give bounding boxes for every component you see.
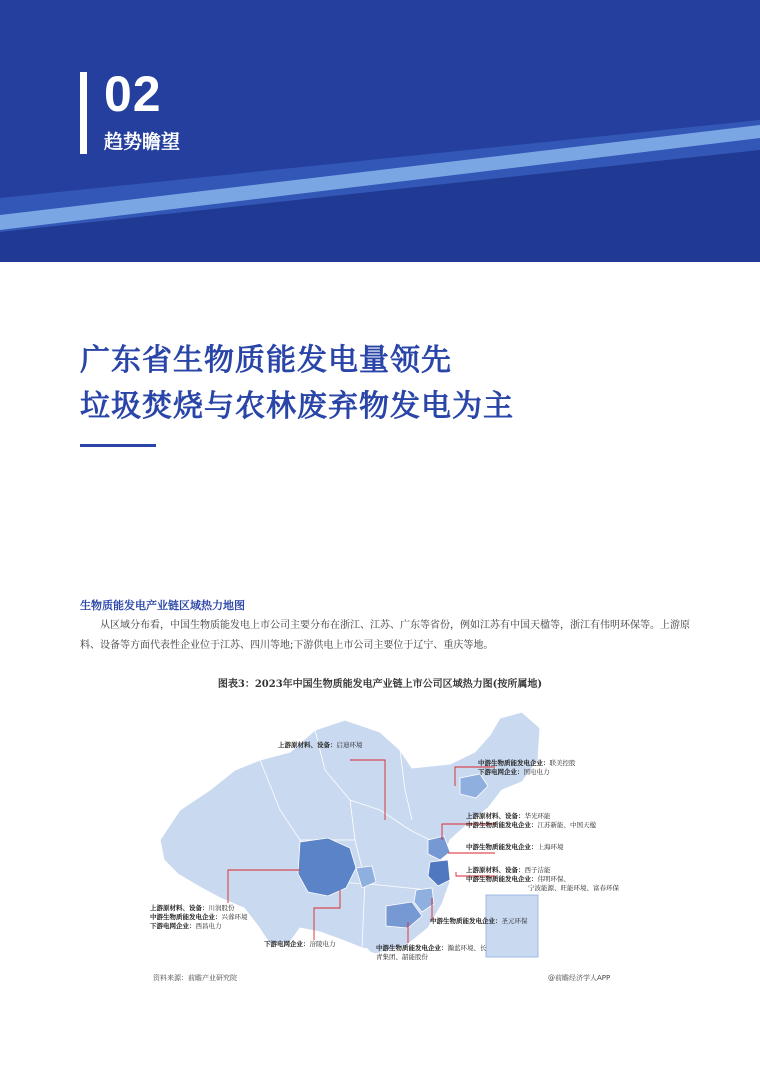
annotation-upstream-top: 上游原材料、设备：启迪环境 (278, 741, 363, 749)
china-heat-map (150, 690, 620, 975)
map-graphic (150, 690, 620, 975)
figure-source: 资料来源：前瞻产业研究院 (153, 974, 237, 982)
page-headline (80, 338, 700, 430)
annotation-jiangsu: 上游原材料、设备：华光环能 中游生物质能发电企业：江苏新能、中国天楹 (466, 812, 596, 829)
headline-divider (80, 444, 156, 447)
annotation-fujian: 中游生物质能发电企业：圣元环保 (430, 917, 528, 925)
annotation-sichuan: 上游原材料、设备：川润股份 中游生物质能发电企业：兴蓉环境 下游电网企业：西昌电力 (150, 904, 248, 930)
headline-line-2: 垃圾焚烧与农林废弃物发电为主 (80, 389, 514, 424)
body-paragraph: 从区域分布看，中国生物质能发电上市公司主要分布在浙江、江苏、广东等省份，例如江苏有中国天楹等，浙江有伟明环保等。上游原料、设备等方面代表性企业位于江苏、四川等地;下游供电上市公司主要位于辽宁、重庆等地。 (80, 620, 690, 651)
south-china-sea-inset (486, 895, 538, 957)
annotation-shanghai: 中游生物质能发电企业：上海环境 (466, 843, 564, 851)
figure-title: 图表3：2023年中国生物质能发电产业链上市公司区域热力图(按所属地) (217, 679, 543, 690)
annotation-guangdong: 中游生物质能发电企业：瀚蓝环境、长 青集团、韶能股份 (376, 944, 487, 961)
section-accent-bar (80, 72, 87, 154)
annotation-liaoning: 中游生物质能发电企业：联美控股 下游电网企业：国电电力 (478, 759, 576, 776)
annotation-chongqing: 下游电网企业：涪陵电力 (264, 940, 336, 948)
headline-line-1: 广东省生物质能发电量领先 (80, 343, 452, 378)
section-number: 02 (104, 66, 162, 122)
section-title: 趋势瞻望 (104, 131, 181, 153)
annotation-zhejiang: 上游原材料、设备：西子洁能 中游生物质能发电企业：伟明环保、 宁波能源、旺能环境、富春环保 (466, 866, 619, 892)
figure-credit: @前瞻经济学人APP (548, 974, 611, 982)
header-banner (0, 0, 760, 262)
subsection-heading: 生物质能发电产业链区域热力地图 (80, 599, 245, 612)
